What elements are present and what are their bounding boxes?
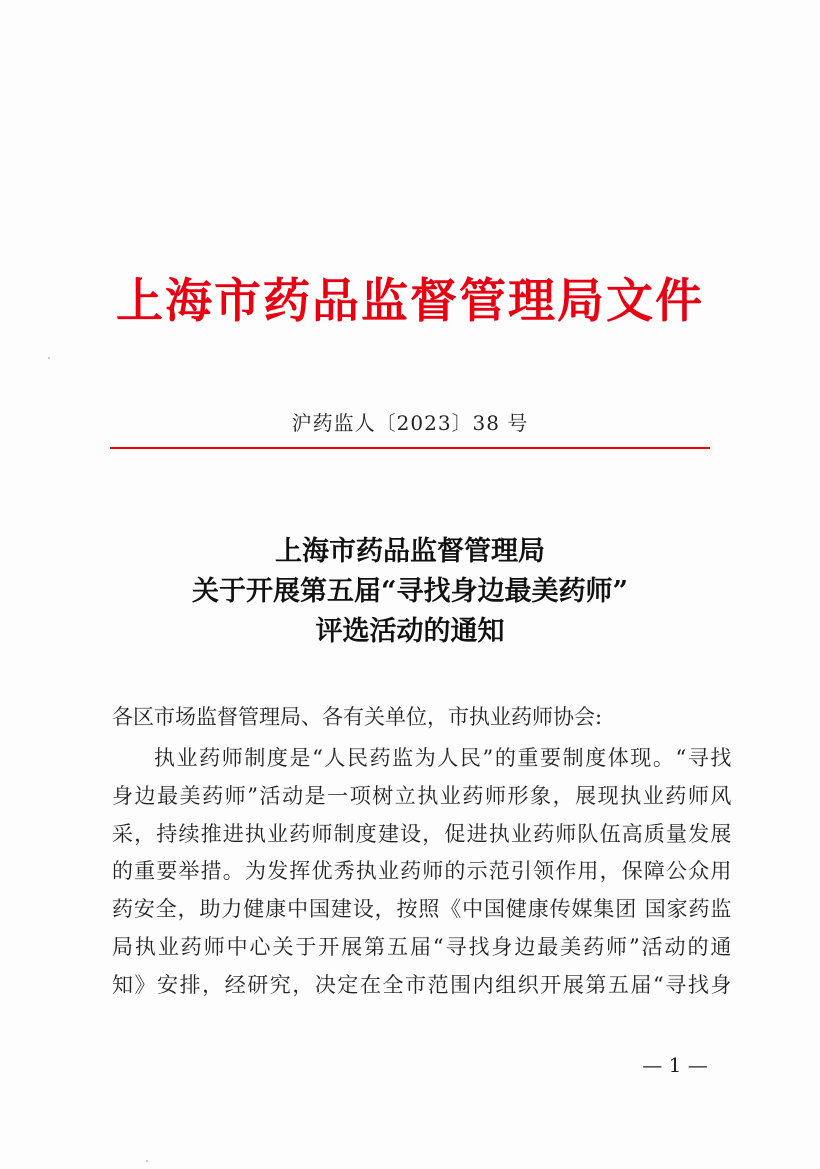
header-red-rule <box>110 447 710 449</box>
body-line-4: 的重要举措。为发挥优秀执业药师的示范引领作用，保障公众用 <box>112 859 732 884</box>
salutation: 各区市场监督管理局、各有关单位，市执业药师协会: <box>112 705 603 729</box>
body-line-7: 知》安排，经研究，决定在全市范围内组织开展第五届“寻找身 <box>112 972 732 997</box>
scan-speck <box>146 1160 148 1162</box>
body-line-6: 局执业药师中心关于开展第五届“寻找身边最美药师”活动的通 <box>112 934 732 959</box>
body-line-3: 采，持续推进执业药师制度建设，促进执业药师队伍高质量发展 <box>112 821 732 846</box>
document-number: 沪药监人〔2023〕38 号 <box>291 411 529 435</box>
scan-speck <box>48 357 50 359</box>
notice-title <box>0 532 820 652</box>
page-number: — 1 — <box>642 1053 708 1077</box>
body-paragraph <box>112 740 732 1005</box>
body-line-1: 执业药师制度是“人民药监为人民”的重要制度体现。“寻找 <box>154 746 732 770</box>
notice-title-line-1: 上海市药品监督管理局 <box>275 536 545 567</box>
body-line-5: 药安全，助力健康中国建设，按照《中国健康传媒集团 国家药监 <box>112 897 732 922</box>
notice-title-line-3: 评选活动的通知 <box>315 616 505 647</box>
body-line-2: 身边最美药师”活动是一项树立执业药师形象，展现执业药师风 <box>112 783 732 808</box>
document-header-title: 上海市药品监督管理局文件 <box>116 274 704 329</box>
notice-title-line-2: 关于开展第五届“寻找身边最美药师” <box>191 576 629 607</box>
